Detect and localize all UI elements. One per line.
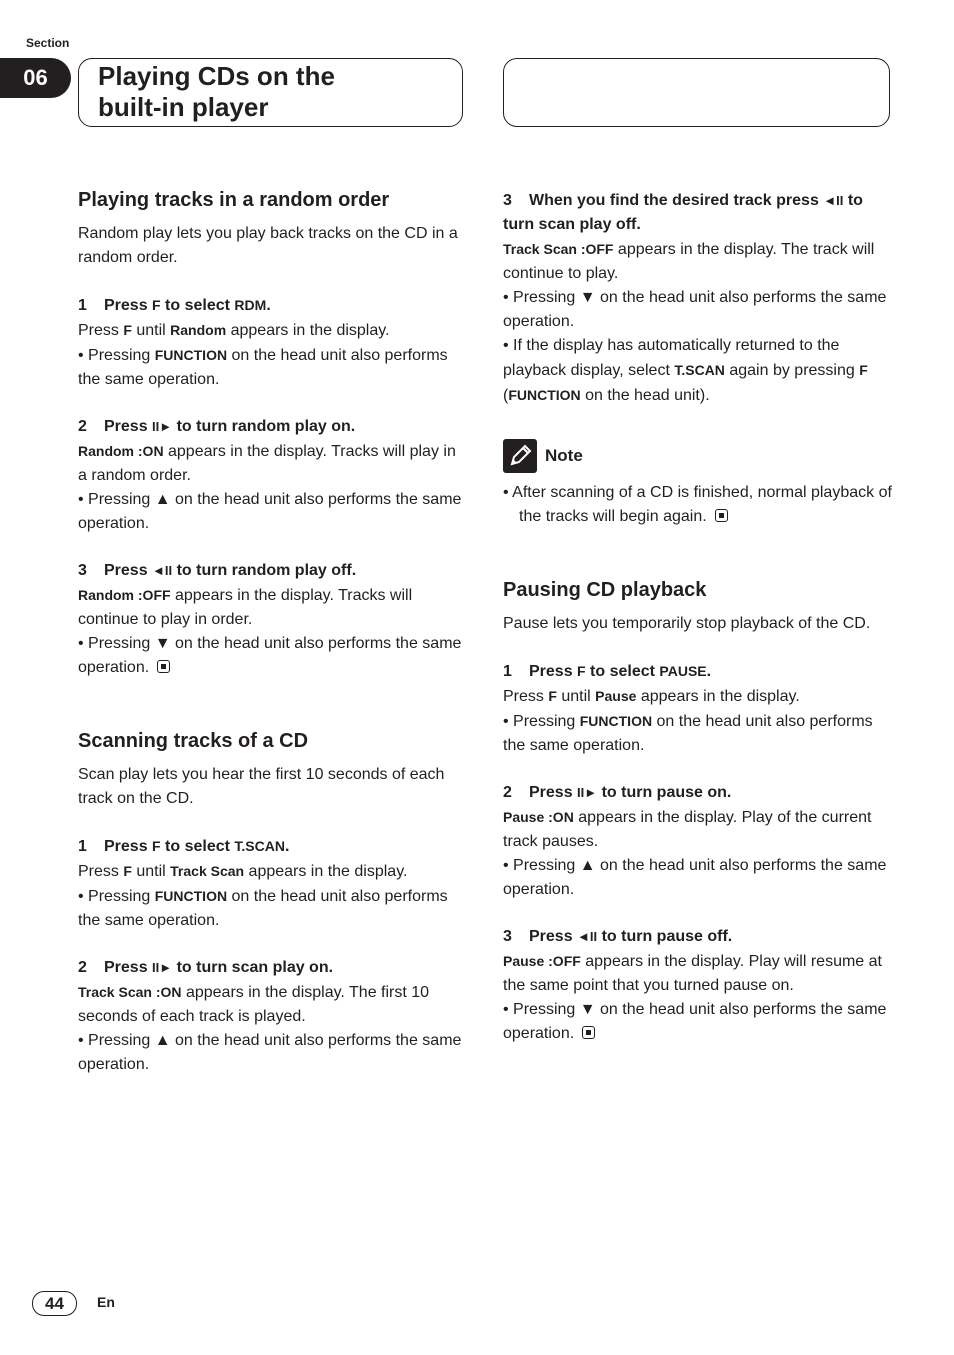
play-pause-icon: II►	[152, 960, 173, 975]
pause-section	[503, 576, 893, 1046]
step-detail: Press F until Pause appears in the display.	[503, 688, 800, 705]
note-header	[503, 439, 893, 473]
step-bullet: • Pressing ▼ on the head unit also performs the same operation.	[78, 635, 462, 676]
step-instruction: 3 When you find the desired track press ◄II to turn scan play off.	[503, 192, 863, 233]
step-detail: Pause :OFF appears in the display. Play will resume at the same point that you turned pause on.	[503, 953, 882, 994]
step-instruction: 2 Press II► to turn pause on.	[503, 784, 732, 801]
note-text: • After scanning of a CD is finished, normal playback of the tracks will begin again.	[503, 484, 892, 525]
language-label: En	[97, 1294, 115, 1310]
step-detail: Track Scan :ON appears in the display. The first 10 seconds of each track is played.	[78, 984, 430, 1025]
step-detail: Random :ON appears in the display. Tracks will play in a random order.	[78, 443, 456, 484]
step-bullet: • Pressing ▼ on the head unit also performs the same operation.	[503, 289, 887, 330]
step-bullet: • Pressing ▲ on the head unit also performs the same operation.	[503, 857, 887, 898]
step-detail: Random :OFF appears in the display. Tracks will continue to play in order.	[78, 587, 413, 628]
pause-step-2	[503, 781, 893, 902]
section-number-tab: 06	[0, 58, 71, 98]
step-instruction: 1 Press F to select T.SCAN.	[78, 838, 290, 855]
pause-step-3	[503, 925, 893, 1046]
end-mark-icon	[582, 1026, 595, 1039]
scan-step-2	[78, 956, 468, 1077]
play-pause-icon: II►	[152, 419, 173, 434]
step-bullet: • Pressing ▲ on the head unit also performs the same operation.	[78, 491, 462, 532]
scan-step-1	[78, 834, 468, 933]
random-step-2	[78, 415, 468, 536]
step-detail: Press F until Random appears in the display.	[78, 322, 390, 339]
step-detail: Press F until Track Scan appears in the display.	[78, 863, 408, 880]
section-label: Section	[26, 36, 70, 50]
scan-step-3	[503, 189, 893, 408]
pause-back-icon: ◄II	[152, 563, 173, 578]
scan-heading: Scanning tracks of a CD	[78, 730, 309, 752]
step-bullet: • Pressing FUNCTION on the head unit also performs the same operation.	[503, 713, 873, 754]
pause-heading: Pausing CD playback	[503, 579, 707, 601]
chapter-title-line2: built-in player	[98, 92, 269, 122]
step-detail: Track Scan :OFF appears in the display. The track will continue to play.	[503, 241, 875, 282]
empty-header-box	[503, 58, 890, 127]
pause-intro: Pause lets you temporarily stop playback of the CD.	[503, 615, 871, 632]
note-title: Note	[545, 446, 583, 465]
chapter-title-box	[78, 58, 463, 127]
play-pause-icon: II►	[577, 785, 598, 800]
scan-intro: Scan play lets you hear the first 10 seconds of each track on the CD.	[78, 766, 445, 807]
pause-step-1	[503, 659, 893, 758]
note-pencil-icon	[503, 439, 537, 473]
step-instruction: 2 Press II► to turn scan play on.	[78, 959, 334, 976]
left-column	[78, 186, 468, 1100]
step-instruction: 1 Press F to select RDM.	[78, 297, 271, 314]
random-step-1	[78, 293, 468, 392]
step-bullet: • Pressing FUNCTION on the head unit also performs the same operation.	[78, 888, 448, 929]
end-mark-icon	[157, 660, 170, 673]
pause-back-icon: ◄II	[577, 929, 598, 944]
step-instruction: 3 Press ◄II to turn random play off.	[78, 562, 357, 579]
step-instruction: 2 Press II► to turn random play on.	[78, 418, 356, 435]
page-number: 44	[32, 1291, 77, 1316]
step-instruction: 1 Press F to select PAUSE.	[503, 663, 712, 680]
step-detail: Pause :ON appears in the display. Play of the current track pauses.	[503, 809, 872, 850]
pause-back-icon: ◄II	[823, 193, 844, 208]
step-bullet: • If the display has automatically returned to the playback display, select T.SCAN again by pressing F (FUNCTION on the head unit).	[503, 337, 868, 404]
step-bullet: • Pressing FUNCTION on the head unit also performs the same operation.	[78, 347, 448, 388]
right-column	[503, 189, 893, 1069]
random-intro: Random play lets you play back tracks on the CD in a random order.	[78, 225, 458, 266]
step-bullet: • Pressing ▼ on the head unit also performs the same operation.	[503, 1001, 887, 1042]
step-bullet: • Pressing ▲ on the head unit also performs the same operation.	[78, 1032, 462, 1073]
random-step-3	[78, 559, 468, 680]
scan-section	[78, 727, 468, 1077]
end-mark-icon	[715, 509, 728, 522]
chapter-title-line1: Playing CDs on the	[98, 61, 335, 91]
random-heading: Playing tracks in a random order	[78, 189, 390, 211]
step-instruction: 3 Press ◄II to turn pause off.	[503, 928, 733, 945]
